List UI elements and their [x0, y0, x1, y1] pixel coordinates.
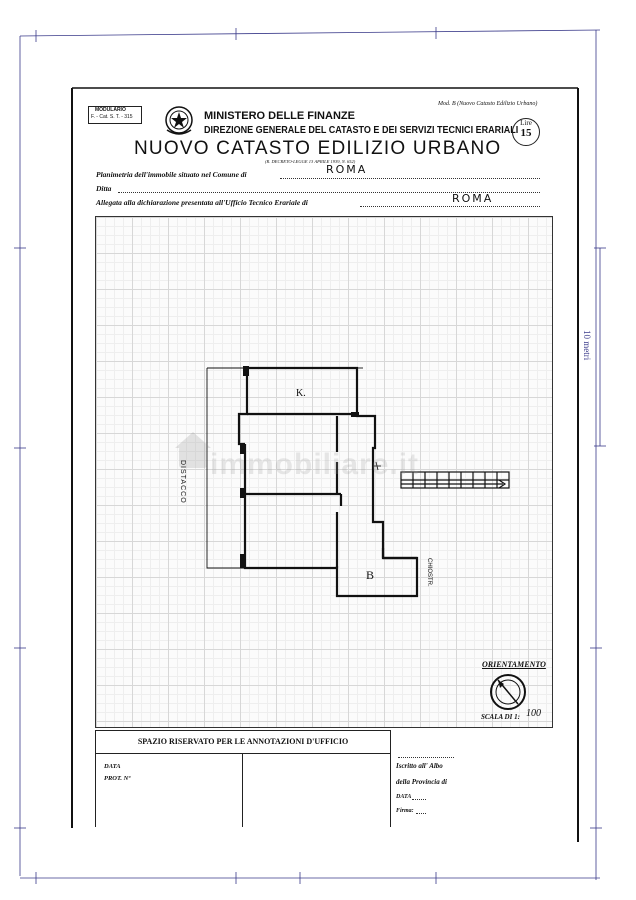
- room-label-b: B: [366, 568, 375, 582]
- state-emblem-icon: [163, 104, 195, 138]
- ditta-label: Ditta: [96, 184, 112, 193]
- scale-label: SCALA DI 1:: [481, 713, 520, 721]
- planimetria-label: Planimetria dell'immobile situato nel Comune di: [96, 170, 247, 179]
- direction-name: DIREZIONE GENERALE DEL CATASTO E DEI SERVIZI TECNICI ERARIALI: [204, 124, 519, 136]
- chiostro-label: CHIOSTR.: [426, 558, 432, 587]
- firma-line: [416, 813, 426, 814]
- room-label-k: K.: [296, 388, 306, 399]
- annotations-divider: [242, 753, 243, 827]
- allegata-label: Allegata alla dichiarazione presentata all'Ufficio Tecnico Erariale di: [96, 198, 308, 207]
- modulario-label: MODULARIO: [95, 107, 126, 113]
- annotations-title: SPAZIO RISERVATO PER LE ANNOTAZIONI D'UFFICIO: [96, 731, 390, 754]
- decree-reference: (R. DECRETO-LEGGE 13 APRILE 1939, N. 652): [265, 159, 356, 164]
- watermark-text: immobiliare.it: [210, 448, 420, 481]
- annotations-prot-label: PROT. Nº: [104, 775, 131, 782]
- model-label: Mod. B (Nuovo Catasto Edilizio Urbano): [438, 101, 538, 107]
- sign-data-label: DATA: [396, 794, 412, 800]
- modulario-box: [88, 106, 142, 124]
- lire-label: Lire: [520, 119, 532, 127]
- lire-stamp: [512, 118, 540, 146]
- lire-value: 15: [520, 127, 532, 139]
- office-annotations-box: [95, 730, 391, 827]
- sign-data-line: [412, 799, 426, 800]
- distacco-label: DISTACCO: [179, 460, 186, 504]
- scale-value: 100: [526, 708, 541, 719]
- firma-label: Firma:: [396, 808, 414, 814]
- orientation-label: ORIENTAMENTO: [482, 660, 546, 669]
- planimetria-line: [280, 178, 540, 179]
- comune-value: ROMA: [326, 163, 368, 176]
- annotations-data-label: DATA: [104, 763, 121, 770]
- scale-bar-label: 10 metri: [582, 330, 592, 361]
- plan-outline: [247, 368, 417, 596]
- document-title: NUOVO CATASTO EDILIZIO URBANO: [134, 138, 502, 159]
- ufficio-value: ROMA: [452, 192, 494, 205]
- signature-top-line: [398, 757, 454, 758]
- provincia-label: della Provincia di: [396, 778, 447, 786]
- iscritto-label: Iscritto all' Albo: [396, 762, 443, 770]
- modulario-code: F. - Cat. S. T. - 315: [91, 114, 133, 120]
- allegata-line: [360, 206, 540, 207]
- ministry-name: MINISTERO DELLE FINANZE: [204, 110, 355, 122]
